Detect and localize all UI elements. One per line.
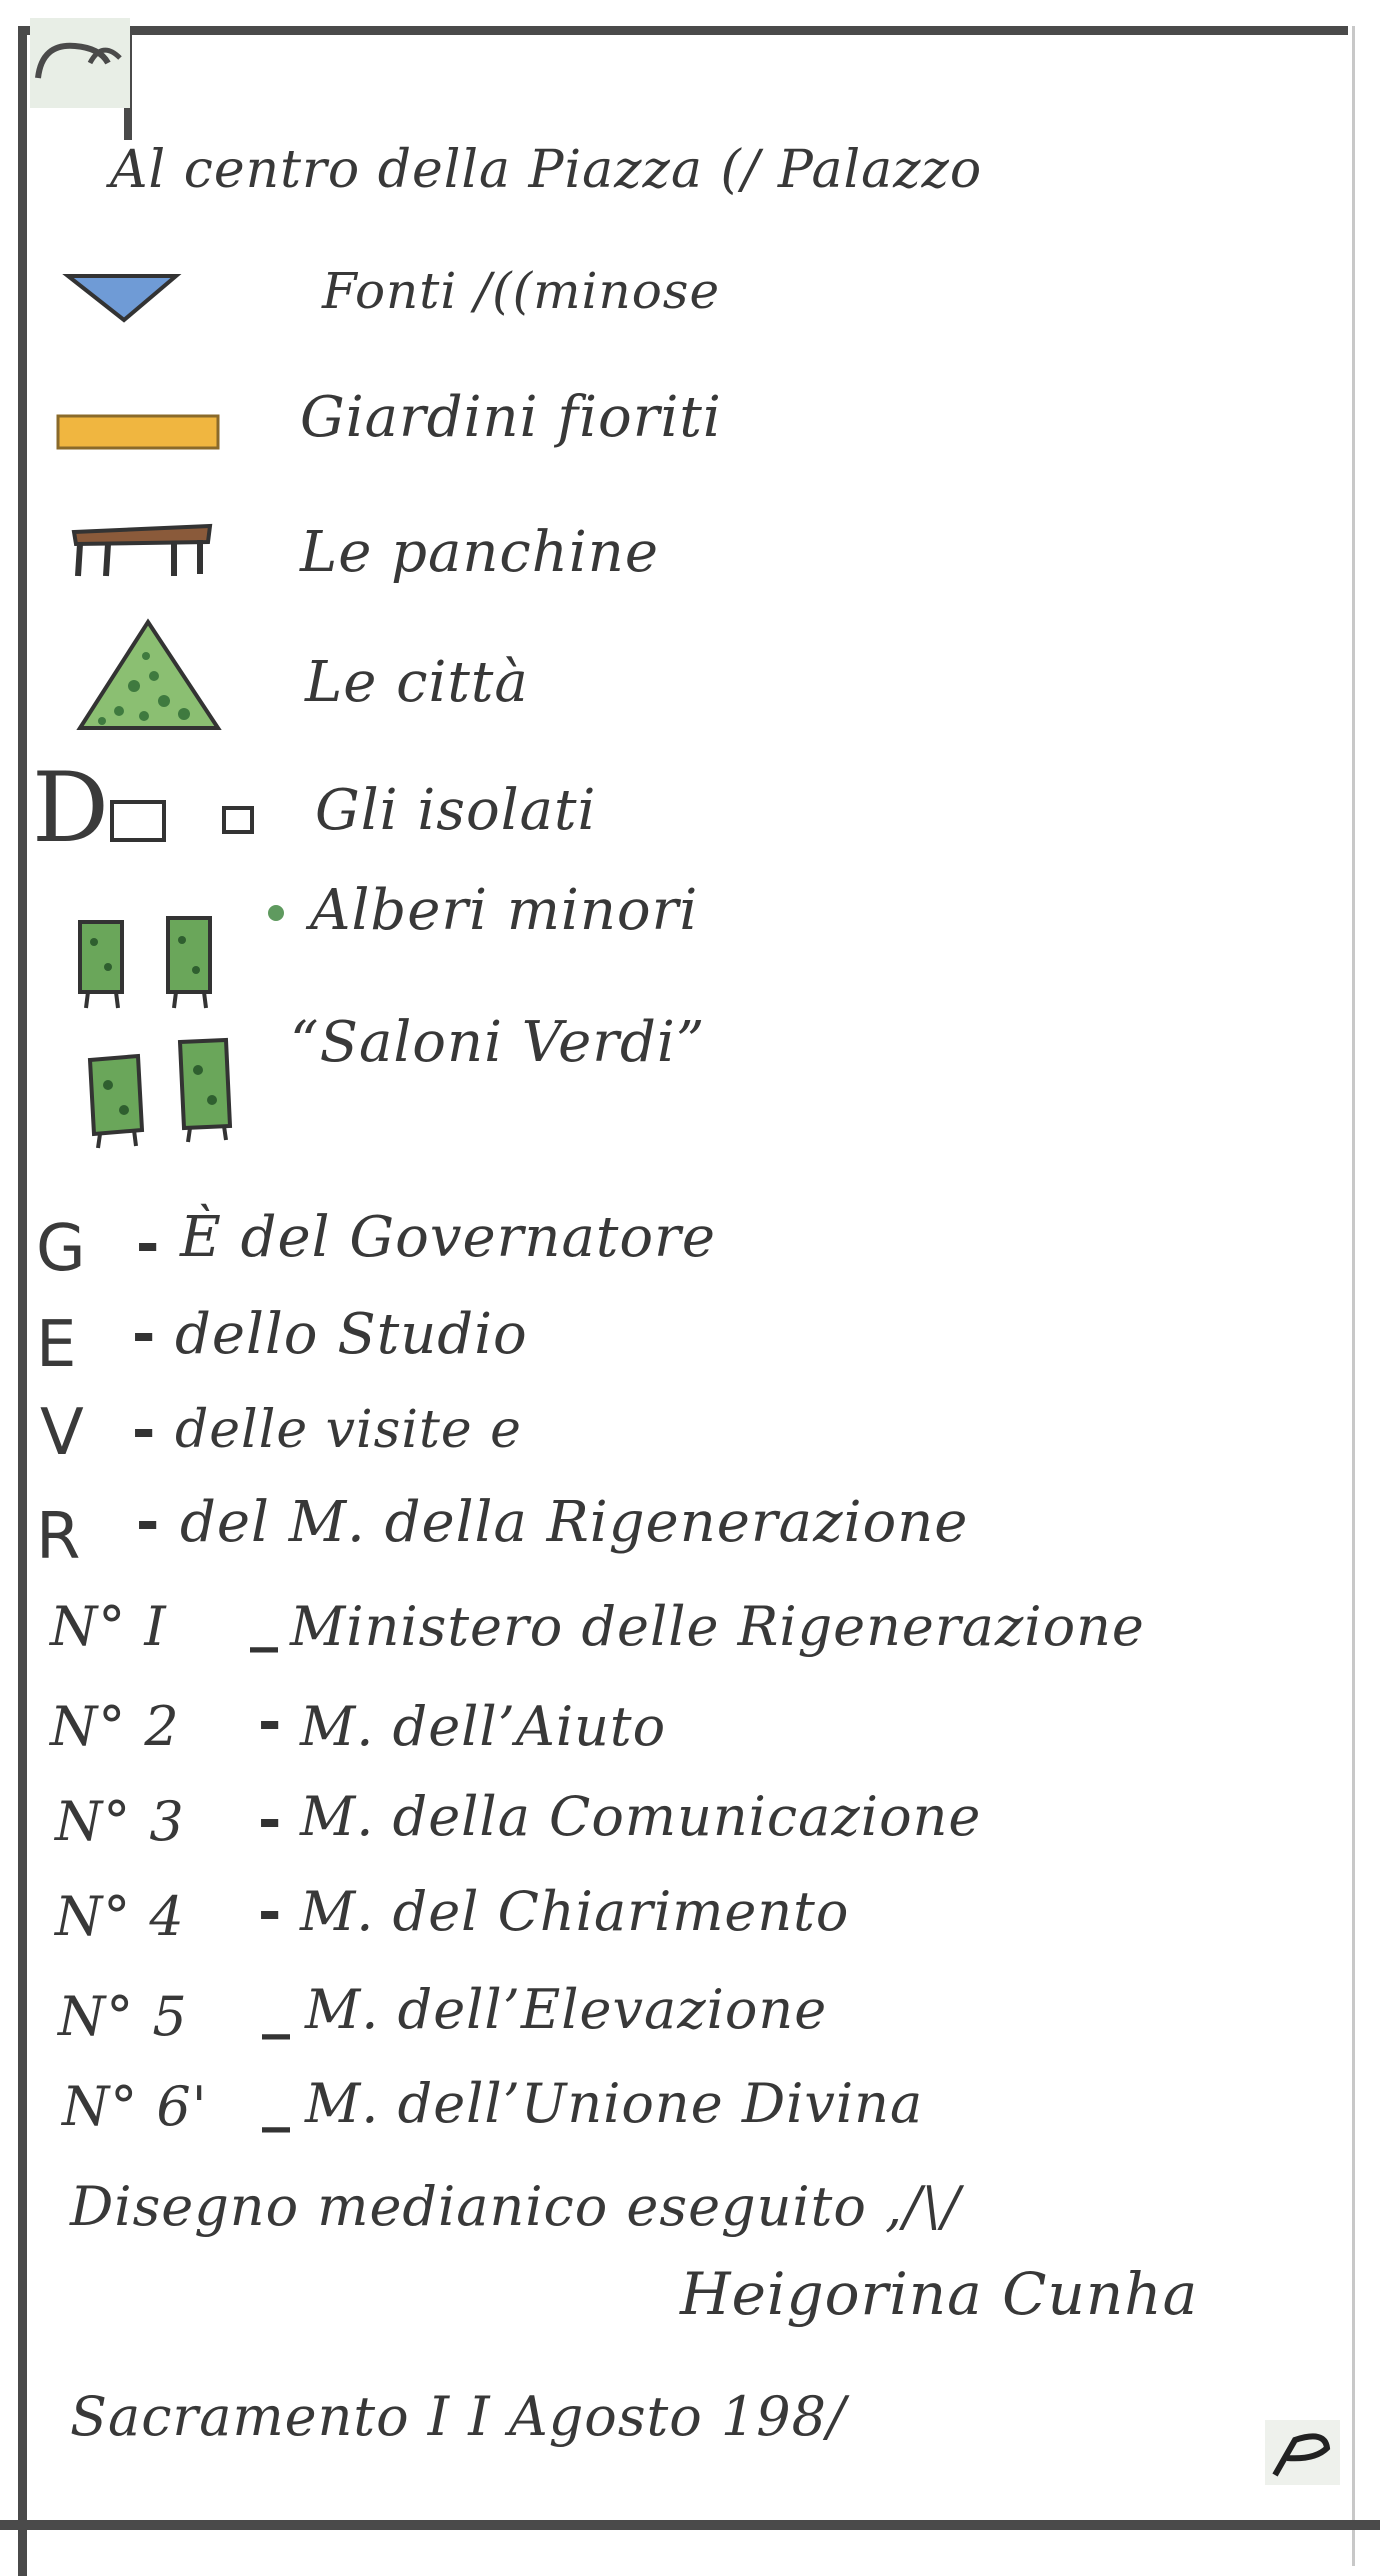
author-name: Heigorina Cunha: [680, 2260, 1199, 2328]
key-text-r: del M. della Rigenerazione: [180, 1490, 969, 1555]
key-dash-r: -: [136, 1490, 160, 1555]
ministry-text-4: M. del Chiarimento: [300, 1880, 850, 1943]
key-letter-r: R: [36, 1500, 81, 1574]
ministry-number-5: N° 5: [58, 1985, 188, 2048]
ministry-dash-4: -: [258, 1880, 282, 1945]
key-dash-e: -: [132, 1302, 156, 1367]
ministry-number-6: N° 6': [62, 2075, 208, 2138]
ministry-dash-3: -: [258, 1788, 282, 1853]
legend-item-fountains: Fonti /((minose: [322, 262, 721, 320]
small-trees-icon: [72, 912, 232, 1012]
frame-left-border: [18, 26, 27, 2576]
city-triangle-icon: [74, 616, 224, 736]
corner-mark-icon: [1265, 2420, 1340, 2485]
flower-garden-icon: [54, 410, 224, 455]
ministry-text-5: M. dell’Elevazione: [305, 1978, 828, 2041]
legend-item-gardens: Giardini fioriti: [300, 385, 722, 450]
frame-right-border: [1352, 26, 1355, 2566]
ministry-dash-1: _: [250, 1588, 278, 1653]
legend-title: Al centro della Piazza (/ Palazzo: [110, 140, 983, 200]
ministry-text-6: M. dell’Unione Divina: [305, 2072, 924, 2135]
key-letter-g: G: [36, 1212, 86, 1286]
ministry-number-3: N° 3: [55, 1790, 185, 1853]
green-halls-icon: [80, 1030, 250, 1150]
frame-top-border: [18, 26, 1348, 35]
key-letter-v: V: [40, 1396, 84, 1470]
ministry-number-1: N° I: [50, 1595, 167, 1658]
bench-icon: [70, 520, 220, 580]
legend-item-green-halls: “Saloni Verdi”: [290, 1010, 706, 1075]
frame-bottom-border: [0, 2520, 1380, 2530]
key-dash-v: -: [132, 1398, 156, 1463]
legend-item-blocks: Gli isolati: [315, 778, 597, 843]
fountain-icon: [62, 268, 182, 328]
place-date: Sacramento I I Agosto 198/: [70, 2385, 847, 2448]
ministry-text-3: M. della Comunicazione: [300, 1785, 982, 1848]
ministry-number-2: N° 2: [50, 1695, 180, 1758]
ministry-number-4: N° 4: [55, 1885, 185, 1948]
corner-logo-icon: [30, 18, 130, 108]
key-text-v: delle visite e: [175, 1400, 522, 1460]
blocks-prefix-letter: D: [32, 752, 109, 864]
ministry-text-1: Ministero delle Rigenerazione: [290, 1595, 1145, 1658]
drawing-credit-line: Disegno medianico eseguito ,/\/: [70, 2175, 961, 2238]
legend-item-benches: Le panchine: [300, 520, 659, 585]
key-dash-g: -: [136, 1212, 160, 1277]
blocks-icon: [108, 798, 268, 848]
ministry-dash-6: _: [262, 2068, 290, 2133]
ministry-text-2: M. dell’Aiuto: [300, 1695, 667, 1758]
key-text-e: dello Studio: [175, 1302, 528, 1367]
legend-item-small-trees: Alberi minori: [310, 878, 699, 943]
small-trees-dot: [268, 905, 284, 921]
key-letter-e: E: [36, 1308, 77, 1382]
legend-item-cities: Le città: [305, 650, 529, 715]
ministry-dash-2: -: [258, 1690, 282, 1755]
key-text-g: È del Governatore: [180, 1205, 716, 1270]
ministry-dash-5: _: [262, 1975, 290, 2040]
